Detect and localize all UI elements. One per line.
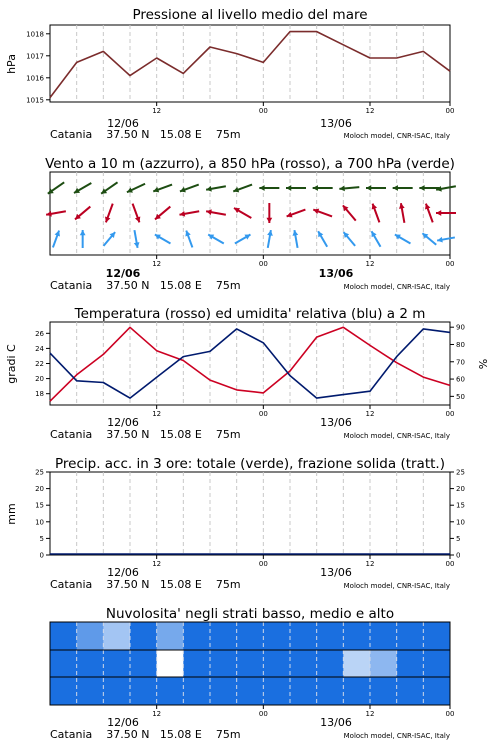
wind-850-arrow (179, 211, 199, 217)
cloud-credit: Moloch model, CNR-ISAC, Italy (343, 732, 450, 740)
cloud-location: Catania 37.50 N 15.08 E 75m (50, 728, 241, 741)
temperature-date-2: 13/06 (320, 416, 352, 429)
wind-x-ticks (152, 255, 454, 268)
cloud-cell (343, 650, 370, 677)
cloud-cell (157, 622, 184, 650)
wind-850-arrow (105, 204, 113, 223)
wind-850-arrow (155, 207, 170, 220)
cloud-cell (77, 677, 104, 705)
y-tick-label: 25 (456, 468, 465, 477)
cloud-cell (343, 677, 370, 705)
cloud-cell (237, 650, 264, 677)
y-tick-label: 60 (456, 375, 465, 384)
pressure-series (50, 32, 450, 98)
cloud-cells (50, 622, 451, 705)
pressure-date-1: 12/06 (107, 117, 139, 130)
wind-700-arrow (259, 185, 279, 191)
x-tick-label: 00 (258, 710, 268, 718)
y-tick-label: 10 (456, 518, 465, 527)
y-tick-label: 20 (35, 485, 44, 494)
wind-700-arrow (233, 185, 252, 193)
precipitation-title: Precip. acc. in 3 ore: totale (verde), frazione solida (tratt.) (55, 456, 445, 472)
wind-10m-arrow (208, 235, 224, 244)
wind-10m-arrow (395, 235, 411, 244)
y-tick-label: 15 (35, 501, 44, 510)
x-tick-label: 00 (258, 560, 268, 568)
y-tick-label: 15 (456, 501, 465, 510)
wind-10m-arrow (53, 231, 60, 248)
x-tick-label: 12 (365, 260, 375, 268)
y-tick-label: 90 (456, 323, 465, 332)
x-tick-label: 12 (365, 410, 375, 418)
cloud-date-1: 12/06 (107, 716, 139, 729)
cloud-cell (183, 622, 210, 650)
y-tick-label: 0 (39, 551, 44, 560)
precipitation-grid (77, 472, 424, 555)
temperature-humidity-series (50, 327, 450, 401)
cloud-cell (157, 650, 184, 677)
precipitation-credit: Moloch model, CNR-ISAC, Italy (343, 582, 450, 590)
wind-date-1: 12/06 (105, 267, 141, 280)
precipitation-date-2: 13/06 (320, 566, 352, 579)
wind-850-arrow (206, 209, 226, 215)
pressure-date-2: 13/06 (320, 117, 352, 130)
arrow-head (80, 230, 86, 235)
y-tick-label: 10 (35, 518, 44, 527)
precipitation-right-ticks (450, 469, 465, 560)
wind-700-arrow (339, 186, 359, 192)
wind-700-arrow (286, 185, 306, 191)
wind-850-arrow (46, 211, 66, 217)
wind-panel (45, 156, 456, 292)
cloud-cell (237, 622, 264, 650)
y-tick-label: 1017 (26, 52, 44, 61)
wind-10m-arrow (293, 230, 299, 248)
wind-10m-arrow (134, 230, 140, 248)
y-tick-label: 20 (456, 485, 465, 494)
cloud-cell (397, 677, 424, 705)
x-tick-label: 00 (445, 560, 455, 568)
x-tick-label: 12 (365, 710, 375, 718)
wind-700-arrow (366, 185, 386, 191)
temperature-ylabel: gradi C (5, 344, 18, 384)
y-tick-label: 1015 (26, 96, 44, 105)
cloud-date-2: 13/06 (320, 716, 352, 729)
y-tick-label: 70 (456, 358, 465, 367)
cloud-cell (237, 677, 264, 705)
x-tick-label: 00 (445, 410, 455, 418)
x-tick-label: 00 (258, 260, 268, 268)
cloud-cell (210, 650, 237, 677)
pressure-ylabel: hPa (5, 54, 18, 74)
cloud-cell (183, 650, 210, 677)
cloud-cell (263, 622, 290, 650)
temperature-y-ticks (35, 330, 50, 398)
cloud-cell (130, 677, 157, 705)
y-tick-label: 1018 (26, 30, 44, 39)
pressure-x-ticks (152, 102, 454, 115)
wind-850-arrow (75, 207, 90, 220)
pressure-credit: Moloch model, CNR-ISAC, Italy (343, 132, 450, 140)
wind-850-arrow (133, 204, 141, 223)
cloud-cell (77, 622, 104, 650)
humidity-ylabel: % (477, 358, 490, 370)
cloud-cell (263, 677, 290, 705)
arrow-head (313, 185, 318, 191)
arrow-head (393, 185, 398, 191)
wind-credit: Moloch model, CNR-ISAC, Italy (343, 283, 450, 291)
wind-10m-arrow (437, 237, 455, 243)
wind-date-2: 13/06 (318, 267, 354, 280)
x-tick-label: 12 (152, 410, 162, 418)
cloud-cell (50, 677, 77, 705)
pressure-panel (5, 7, 454, 141)
pressure-plot-frame (50, 25, 450, 102)
wind-10m-arrow (185, 231, 192, 248)
cloud-cell (210, 677, 237, 705)
wind-10m-arrow (344, 232, 356, 246)
arrow-head (366, 185, 371, 191)
wind-850-arrow (343, 205, 356, 220)
pressure-y-ticks (26, 30, 50, 104)
temperature-title: Temperatura (rosso) ed umidita' relativa (blu) a 2 m (74, 306, 426, 322)
arrow-head (436, 210, 441, 216)
cloud-cell (397, 650, 424, 677)
precipitation-ylabel: mm (5, 503, 18, 525)
precipitation-location: Catania 37.50 N 15.08 E 75m (50, 578, 241, 591)
cloud-cell (50, 622, 77, 650)
wind-850-arrow (372, 204, 380, 223)
temperature-date-1: 12/06 (107, 416, 139, 429)
precipitation-plot-frame (50, 472, 450, 555)
precipitation-y-ticks (35, 469, 50, 560)
cloud-cell (157, 677, 184, 705)
cloud-cell (183, 677, 210, 705)
wind-location: Catania 37.50 N 15.08 E 75m (50, 279, 241, 292)
precipitation-date-1: 12/06 (107, 566, 139, 579)
wind-700-arrow (436, 186, 456, 192)
cloud-cell (290, 650, 317, 677)
y-tick-label: 22 (35, 360, 44, 368)
wind-850-arrow (399, 203, 405, 223)
wind-700-arrow (313, 185, 333, 191)
wind-700-arrow (153, 185, 172, 193)
y-tick-label: 20 (35, 375, 44, 384)
wind-title: Vento a 10 m (azzurro), a 850 hPa (rosso), a 700 hPa (verde) (45, 156, 455, 172)
temperature-grid (77, 322, 424, 405)
cloud-cell (103, 650, 130, 677)
x-tick-label: 12 (152, 260, 162, 268)
wind-arrows (46, 182, 456, 248)
pressure-grid (77, 25, 424, 102)
y-tick-label: 25 (35, 468, 44, 477)
y-tick-label: 5 (456, 534, 461, 543)
temperature-credit: Moloch model, CNR-ISAC, Italy (343, 432, 450, 440)
cloud-cell (343, 622, 370, 650)
wind-850-arrow (313, 209, 332, 217)
y-tick-label: 0 (456, 551, 461, 560)
temperature-x-ticks (152, 405, 454, 418)
x-tick-label: 00 (258, 410, 268, 418)
humidity-y-ticks (450, 324, 465, 401)
arrow-head (339, 186, 344, 192)
cloud-panel (50, 606, 454, 741)
cloud-cell (50, 650, 77, 677)
cloud-cell (423, 677, 450, 705)
y-tick-label: 18 (35, 390, 44, 399)
wind-10m-arrow (267, 230, 273, 248)
cloud-cell (317, 650, 344, 677)
wind-10m-arrow (80, 230, 86, 248)
cloud-cell (210, 622, 237, 650)
x-tick-label: 12 (152, 710, 162, 718)
y-tick-label: 50 (456, 392, 465, 401)
cloud-cell (130, 650, 157, 677)
x-tick-label: 12 (152, 107, 162, 115)
wind-10m-arrow (318, 231, 327, 247)
cloud-cell (263, 650, 290, 677)
cloud-cell (370, 622, 397, 650)
pressure-title: Pressione al livello medio del mare (132, 7, 368, 23)
cloud-cell (370, 677, 397, 705)
cloud-cell (397, 622, 424, 650)
y-tick-label: 80 (456, 340, 465, 349)
x-tick-label: 12 (152, 560, 162, 568)
cloud-cell (77, 650, 104, 677)
temperature-location: Catania 37.50 N 15.08 E 75m (50, 428, 241, 441)
cloud-cell (317, 677, 344, 705)
wind-850-arrow (425, 204, 433, 223)
cloud-cell (423, 622, 450, 650)
wind-10m-arrow (372, 231, 381, 247)
arrow-head (419, 185, 424, 191)
y-tick-label: 24 (35, 344, 44, 353)
precipitation-panel (5, 456, 465, 591)
arrow-head (259, 185, 264, 191)
temperature-plot-frame (50, 322, 450, 405)
wind-10m-arrow (422, 233, 436, 245)
wind-10m-arrow (155, 235, 171, 244)
wind-10m-arrow (235, 235, 251, 244)
y-tick-label: 5 (39, 534, 44, 543)
x-tick-label: 00 (445, 710, 455, 718)
x-tick-label: 00 (258, 107, 268, 115)
precipitation-x-ticks (152, 555, 454, 568)
humidity-line (50, 329, 450, 398)
x-tick-label: 12 (365, 560, 375, 568)
cloud-cell (317, 622, 344, 650)
wind-10m-arrow (104, 232, 116, 246)
temperature-panel (5, 306, 490, 441)
wind-700-arrow (180, 185, 199, 193)
pressure-line (50, 32, 450, 98)
wind-850-arrow (287, 210, 306, 218)
arrow-head (286, 185, 291, 191)
wind-850-arrow (266, 203, 272, 223)
cloud-x-ticks (152, 705, 454, 718)
y-tick-label: 1016 (26, 74, 44, 83)
y-tick-label: 26 (35, 329, 44, 338)
wind-700-arrow (206, 186, 226, 192)
cloud-cell (103, 622, 130, 650)
arrow-head (266, 218, 272, 223)
x-tick-label: 12 (365, 107, 375, 115)
cloud-cell (290, 622, 317, 650)
cloud-cell (130, 622, 157, 650)
x-tick-label: 00 (445, 260, 455, 268)
wind-850-arrow (436, 210, 456, 216)
cloud-cell (423, 650, 450, 677)
cloud-cell (290, 677, 317, 705)
cloud-title: Nuvolosita' negli strati basso, medio e alto (105, 606, 395, 622)
pressure-location: Catania 37.50 N 15.08 E 75m (50, 128, 241, 141)
wind-700-arrow (393, 185, 413, 191)
x-tick-label: 00 (445, 107, 455, 115)
cloud-cell (103, 677, 130, 705)
cloud-cell (370, 650, 397, 677)
